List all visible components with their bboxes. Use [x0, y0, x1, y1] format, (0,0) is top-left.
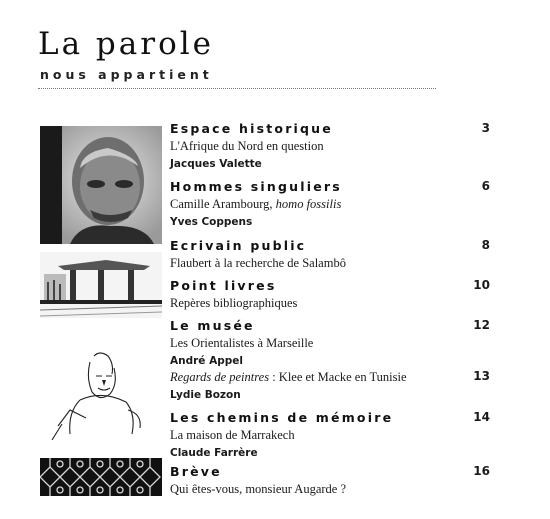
page-number: 6 — [481, 179, 490, 193]
article-title: Repères bibliographiques — [170, 296, 298, 310]
article-title: L'Afrique du Nord en question — [170, 139, 324, 153]
page-number: 3 — [481, 121, 490, 135]
section-title: Ecrivain public — [170, 238, 307, 253]
article-title: La maison de Marrakech — [170, 428, 295, 442]
section-title: Les chemins de mémoire — [170, 410, 394, 425]
page-number: 8 — [481, 238, 490, 252]
article-title: Les Orientalistes à Marseille — [170, 336, 314, 350]
author-name-secondary: Lydie Bozon — [170, 389, 241, 401]
article-title: Flaubert à la recherche de Salambô — [170, 256, 346, 270]
zellige-pattern — [40, 458, 162, 496]
mosque-drawing — [40, 252, 162, 318]
toc-entry-ecrivain-public[interactable] — [170, 238, 490, 271]
page-number: 12 — [473, 318, 490, 332]
section-title: Espace historique — [170, 121, 333, 136]
page-number: 14 — [473, 410, 490, 424]
author-name: Yves Coppens — [170, 216, 253, 228]
section-title: Hommes singuliers — [170, 179, 342, 194]
dotted-divider — [38, 88, 436, 89]
page-subtitle: nous appartient — [40, 67, 213, 82]
toc-entry-chemins-de-memoire[interactable] — [170, 410, 490, 459]
toc-entry-breve[interactable] — [170, 464, 490, 497]
author-name: André Appel — [170, 355, 243, 367]
author-name: Claude Farrère — [170, 447, 258, 459]
portrait-photo — [40, 126, 162, 244]
article-title: Camille Arambourg, homo fossilis — [170, 197, 342, 211]
author-name: Jacques Valette — [170, 158, 262, 170]
page-title: La parole — [38, 26, 214, 62]
section-title: Le musée — [170, 318, 255, 333]
page-number: 16 — [473, 464, 490, 478]
article-title-secondary: Regards de peintres : Klee et Macke en Tunisie — [170, 370, 407, 384]
toc-entry-le-musee[interactable] — [170, 318, 490, 401]
page-number: 10 — [473, 278, 490, 292]
article-title: Qui êtes-vous, monsieur Augarde ? — [170, 482, 347, 496]
toc-entry-hommes-singuliers[interactable] — [170, 179, 490, 228]
section-title: Brève — [170, 464, 222, 479]
toc-entry-point-livres[interactable] — [170, 278, 490, 311]
section-title: Point livres — [170, 278, 277, 293]
sketch-portrait — [40, 348, 162, 440]
page-number-secondary: 13 — [473, 369, 490, 383]
toc-entry-espace-historique[interactable] — [170, 121, 490, 170]
